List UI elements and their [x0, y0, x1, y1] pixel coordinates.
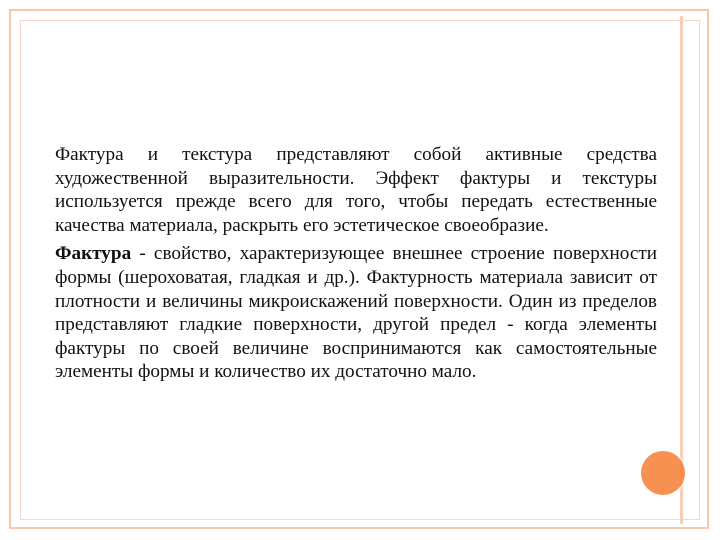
paragraph-definition-text: - свойство, характеризующее внешнее строение поверхности формы (шероховатая, гладкая и др.). Фактурность материала зависит от плотности и величины микроискажений поверхности. Один из пределов представляют гладкие поверхности, другой предел - когда элементы фактуры по своей величине воспринимаются как самостоятельные элементы формы и количество их достаточно мало. — [55, 243, 657, 383]
decorative-orange-circle — [641, 451, 685, 495]
paragraph-intro-text: Фактура и текстура представляют собой активные средства художественной выразительности. Эффект фактуры и текстуры используется прежде всего для того, чтобы передать естественные качества материала, раскрыть его эстетическое своеобразие. — [55, 144, 657, 236]
paragraph-definition — [55, 242, 657, 384]
decorative-side-band — [680, 16, 683, 524]
slide-body-text — [55, 143, 657, 384]
paragraph-intro — [55, 143, 657, 237]
term-faktura: Фактура — [55, 243, 132, 265]
